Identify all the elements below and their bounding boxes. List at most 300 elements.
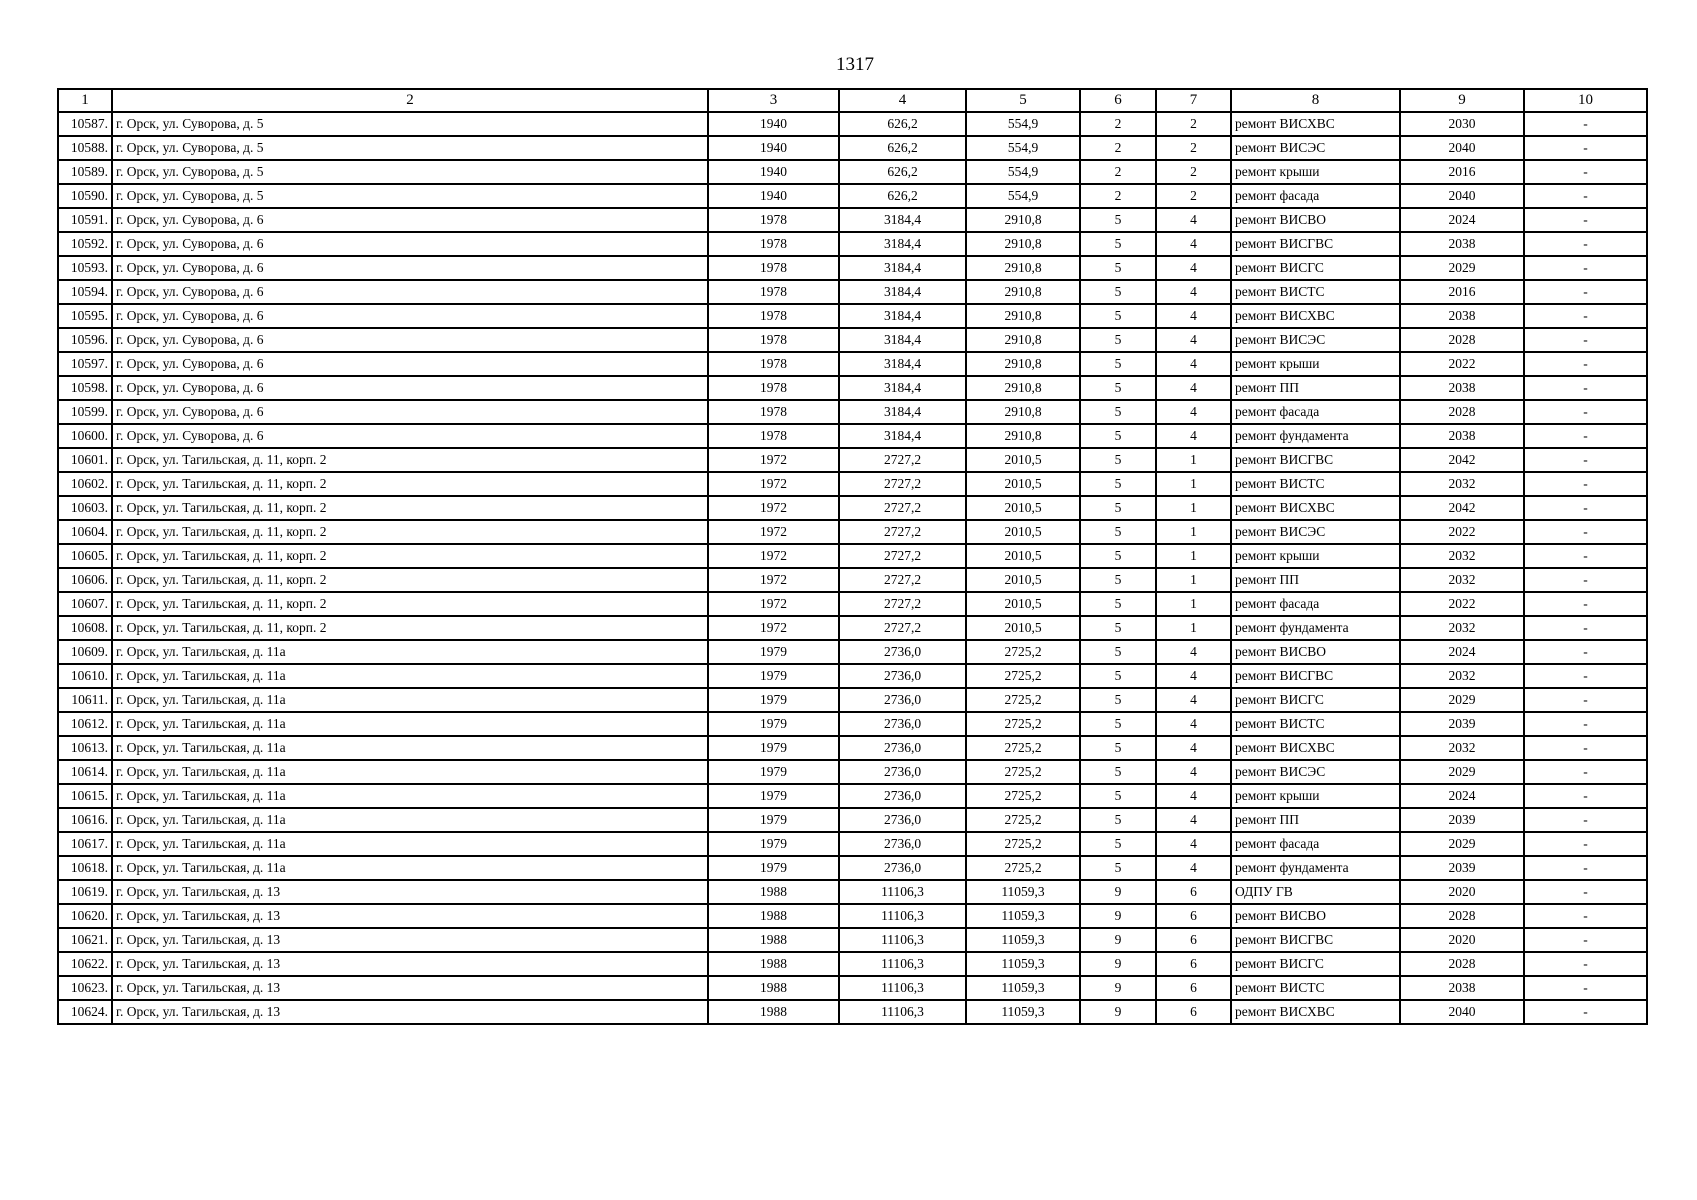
cell-work-type: ремонт ВИСГС (1231, 688, 1400, 712)
cell-note: - (1524, 688, 1647, 712)
cell-planned-year: 2029 (1400, 760, 1524, 784)
cell-planned-year: 2040 (1400, 1000, 1524, 1024)
cell-note: - (1524, 328, 1647, 352)
cell-living-area: 2010,5 (966, 448, 1080, 472)
cell-entrances: 1 (1156, 496, 1231, 520)
cell-total-area: 626,2 (839, 112, 966, 136)
cell-build-year: 1978 (708, 280, 839, 304)
table-row (58, 136, 1647, 160)
cell-note: - (1524, 400, 1647, 424)
cell-note: - (1524, 1000, 1647, 1024)
cell-address: г. Орск, ул. Суворова, д. 6 (112, 424, 708, 448)
header-row (58, 89, 1647, 112)
cell-total-area: 3184,4 (839, 328, 966, 352)
cell-work-type: ремонт ПП (1231, 568, 1400, 592)
cell-floors: 9 (1080, 880, 1156, 904)
cell-entrances: 4 (1156, 304, 1231, 328)
cell-address: г. Орск, ул. Суворова, д. 6 (112, 208, 708, 232)
cell-total-area: 3184,4 (839, 424, 966, 448)
cell-address: г. Орск, ул. Тагильская, д. 11, корп. 2 (112, 568, 708, 592)
cell-total-area: 3184,4 (839, 280, 966, 304)
cell-build-year: 1972 (708, 616, 839, 640)
cell-build-year: 1988 (708, 1000, 839, 1024)
table-body (58, 112, 1647, 1024)
cell-address: г. Орск, ул. Тагильская, д. 11а (112, 736, 708, 760)
cell-living-area: 2010,5 (966, 520, 1080, 544)
cell-total-area: 2727,2 (839, 496, 966, 520)
cell-note: - (1524, 904, 1647, 928)
cell-work-type: ремонт ВИСХВС (1231, 1000, 1400, 1024)
cell-note: - (1524, 376, 1647, 400)
cell-record-number: 10604. (58, 520, 112, 544)
cell-work-type: ремонт фасада (1231, 592, 1400, 616)
cell-living-area: 2910,8 (966, 328, 1080, 352)
cell-entrances: 4 (1156, 688, 1231, 712)
cell-living-area: 2910,8 (966, 256, 1080, 280)
cell-floors: 5 (1080, 328, 1156, 352)
cell-note: - (1524, 520, 1647, 544)
cell-planned-year: 2024 (1400, 784, 1524, 808)
cell-work-type: ремонт ВИСВО (1231, 904, 1400, 928)
cell-note: - (1524, 640, 1647, 664)
cell-address: г. Орск, ул. Тагильская, д. 13 (112, 880, 708, 904)
cell-entrances: 4 (1156, 328, 1231, 352)
cell-entrances: 4 (1156, 832, 1231, 856)
cell-total-area: 3184,4 (839, 256, 966, 280)
column-header-3: 3 (708, 89, 839, 112)
cell-record-number: 10599. (58, 400, 112, 424)
cell-total-area: 2736,0 (839, 640, 966, 664)
cell-note: - (1524, 136, 1647, 160)
cell-planned-year: 2022 (1400, 520, 1524, 544)
cell-planned-year: 2042 (1400, 448, 1524, 472)
cell-build-year: 1979 (708, 832, 839, 856)
cell-floors: 5 (1080, 208, 1156, 232)
cell-note: - (1524, 616, 1647, 640)
table-row (58, 112, 1647, 136)
cell-note: - (1524, 808, 1647, 832)
table-row (58, 664, 1647, 688)
cell-entrances: 2 (1156, 112, 1231, 136)
cell-floors: 5 (1080, 784, 1156, 808)
cell-build-year: 1988 (708, 904, 839, 928)
cell-total-area: 11106,3 (839, 1000, 966, 1024)
table-row (58, 256, 1647, 280)
cell-total-area: 2736,0 (839, 712, 966, 736)
cell-record-number: 10619. (58, 880, 112, 904)
cell-living-area: 2910,8 (966, 208, 1080, 232)
cell-planned-year: 2038 (1400, 376, 1524, 400)
table-row (58, 688, 1647, 712)
cell-address: г. Орск, ул. Суворова, д. 5 (112, 184, 708, 208)
cell-total-area: 11106,3 (839, 880, 966, 904)
cell-floors: 5 (1080, 856, 1156, 880)
cell-build-year: 1979 (708, 736, 839, 760)
cell-total-area: 2727,2 (839, 520, 966, 544)
cell-living-area: 11059,3 (966, 976, 1080, 1000)
column-header-6: 6 (1080, 89, 1156, 112)
cell-build-year: 1972 (708, 496, 839, 520)
cell-build-year: 1972 (708, 520, 839, 544)
table-row (58, 736, 1647, 760)
cell-floors: 5 (1080, 664, 1156, 688)
cell-floors: 5 (1080, 304, 1156, 328)
cell-floors: 5 (1080, 760, 1156, 784)
cell-record-number: 10617. (58, 832, 112, 856)
cell-living-area: 2910,8 (966, 400, 1080, 424)
cell-floors: 9 (1080, 904, 1156, 928)
cell-living-area: 11059,3 (966, 880, 1080, 904)
cell-total-area: 2727,2 (839, 592, 966, 616)
cell-floors: 2 (1080, 112, 1156, 136)
cell-address: г. Орск, ул. Тагильская, д. 13 (112, 1000, 708, 1024)
cell-build-year: 1979 (708, 712, 839, 736)
table-row (58, 328, 1647, 352)
cell-floors: 2 (1080, 184, 1156, 208)
cell-record-number: 10590. (58, 184, 112, 208)
cell-total-area: 2736,0 (839, 832, 966, 856)
cell-work-type: ремонт ВИСЭС (1231, 520, 1400, 544)
cell-record-number: 10621. (58, 928, 112, 952)
cell-entrances: 1 (1156, 616, 1231, 640)
cell-address: г. Орск, ул. Тагильская, д. 11а (112, 640, 708, 664)
cell-planned-year: 2022 (1400, 592, 1524, 616)
cell-work-type: ремонт крыши (1231, 544, 1400, 568)
table-row (58, 832, 1647, 856)
cell-address: г. Орск, ул. Суворова, д. 6 (112, 352, 708, 376)
cell-entrances: 4 (1156, 208, 1231, 232)
cell-entrances: 4 (1156, 856, 1231, 880)
cell-planned-year: 2029 (1400, 256, 1524, 280)
cell-planned-year: 2039 (1400, 856, 1524, 880)
cell-note: - (1524, 184, 1647, 208)
cell-build-year: 1972 (708, 544, 839, 568)
cell-build-year: 1979 (708, 640, 839, 664)
column-header-7: 7 (1156, 89, 1231, 112)
cell-entrances: 6 (1156, 928, 1231, 952)
cell-address: г. Орск, ул. Суворова, д. 5 (112, 136, 708, 160)
cell-living-area: 11059,3 (966, 952, 1080, 976)
cell-build-year: 1988 (708, 952, 839, 976)
housing-register-table (57, 88, 1648, 1025)
cell-note: - (1524, 208, 1647, 232)
cell-total-area: 626,2 (839, 136, 966, 160)
cell-planned-year: 2028 (1400, 400, 1524, 424)
table-row (58, 520, 1647, 544)
cell-note: - (1524, 736, 1647, 760)
cell-floors: 5 (1080, 736, 1156, 760)
cell-build-year: 1979 (708, 856, 839, 880)
cell-note: - (1524, 472, 1647, 496)
cell-total-area: 2736,0 (839, 856, 966, 880)
cell-build-year: 1978 (708, 232, 839, 256)
cell-record-number: 10609. (58, 640, 112, 664)
cell-record-number: 10620. (58, 904, 112, 928)
cell-build-year: 1978 (708, 208, 839, 232)
cell-entrances: 4 (1156, 232, 1231, 256)
table-row (58, 544, 1647, 568)
cell-planned-year: 2032 (1400, 664, 1524, 688)
cell-entrances: 4 (1156, 256, 1231, 280)
table-row (58, 976, 1647, 1000)
cell-entrances: 1 (1156, 592, 1231, 616)
cell-work-type: ремонт ВИСХВС (1231, 496, 1400, 520)
cell-total-area: 3184,4 (839, 400, 966, 424)
column-header-1: 1 (58, 89, 112, 112)
cell-work-type: ремонт фундамента (1231, 616, 1400, 640)
cell-floors: 5 (1080, 712, 1156, 736)
cell-entrances: 4 (1156, 760, 1231, 784)
cell-planned-year: 2040 (1400, 184, 1524, 208)
cell-build-year: 1972 (708, 448, 839, 472)
cell-build-year: 1978 (708, 400, 839, 424)
cell-address: г. Орск, ул. Тагильская, д. 11, корп. 2 (112, 544, 708, 568)
cell-entrances: 4 (1156, 640, 1231, 664)
cell-build-year: 1979 (708, 688, 839, 712)
cell-address: г. Орск, ул. Суворова, д. 5 (112, 112, 708, 136)
table-row (58, 1000, 1647, 1024)
cell-work-type: ремонт ВИСХВС (1231, 736, 1400, 760)
table-row (58, 928, 1647, 952)
cell-build-year: 1979 (708, 784, 839, 808)
cell-floors: 5 (1080, 232, 1156, 256)
cell-record-number: 10600. (58, 424, 112, 448)
cell-record-number: 10608. (58, 616, 112, 640)
cell-total-area: 2727,2 (839, 544, 966, 568)
cell-record-number: 10598. (58, 376, 112, 400)
cell-living-area: 2010,5 (966, 568, 1080, 592)
cell-planned-year: 2028 (1400, 952, 1524, 976)
cell-address: г. Орск, ул. Тагильская, д. 11а (112, 760, 708, 784)
cell-planned-year: 2020 (1400, 880, 1524, 904)
cell-build-year: 1972 (708, 592, 839, 616)
cell-planned-year: 2032 (1400, 568, 1524, 592)
cell-total-area: 2736,0 (839, 784, 966, 808)
cell-work-type: ремонт ВИСГВС (1231, 664, 1400, 688)
cell-living-area: 2910,8 (966, 304, 1080, 328)
cell-record-number: 10595. (58, 304, 112, 328)
cell-record-number: 10614. (58, 760, 112, 784)
cell-entrances: 4 (1156, 736, 1231, 760)
cell-floors: 5 (1080, 256, 1156, 280)
cell-build-year: 1940 (708, 160, 839, 184)
cell-entrances: 6 (1156, 976, 1231, 1000)
cell-living-area: 2725,2 (966, 664, 1080, 688)
cell-build-year: 1979 (708, 760, 839, 784)
cell-total-area: 626,2 (839, 160, 966, 184)
cell-build-year: 1940 (708, 136, 839, 160)
cell-record-number: 10616. (58, 808, 112, 832)
cell-address: г. Орск, ул. Тагильская, д. 13 (112, 928, 708, 952)
cell-floors: 5 (1080, 592, 1156, 616)
cell-note: - (1524, 976, 1647, 1000)
cell-work-type: ремонт ВИСТС (1231, 280, 1400, 304)
cell-total-area: 3184,4 (839, 208, 966, 232)
cell-work-type: ремонт ВИСХВС (1231, 304, 1400, 328)
cell-work-type: ремонт крыши (1231, 352, 1400, 376)
table-row (58, 760, 1647, 784)
table-row (58, 880, 1647, 904)
cell-living-area: 2725,2 (966, 808, 1080, 832)
cell-build-year: 1978 (708, 424, 839, 448)
cell-living-area: 2910,8 (966, 232, 1080, 256)
cell-work-type: ремонт ВИСВО (1231, 640, 1400, 664)
cell-note: - (1524, 928, 1647, 952)
cell-living-area: 2725,2 (966, 712, 1080, 736)
cell-address: г. Орск, ул. Тагильская, д. 11, корп. 2 (112, 592, 708, 616)
cell-living-area: 2725,2 (966, 640, 1080, 664)
cell-record-number: 10624. (58, 1000, 112, 1024)
cell-living-area: 2010,5 (966, 592, 1080, 616)
table-row (58, 784, 1647, 808)
cell-work-type: ремонт ВИСГВС (1231, 928, 1400, 952)
cell-note: - (1524, 592, 1647, 616)
cell-entrances: 1 (1156, 568, 1231, 592)
cell-living-area: 11059,3 (966, 928, 1080, 952)
cell-build-year: 1988 (708, 976, 839, 1000)
cell-total-area: 2727,2 (839, 472, 966, 496)
cell-note: - (1524, 160, 1647, 184)
cell-record-number: 10589. (58, 160, 112, 184)
cell-record-number: 10601. (58, 448, 112, 472)
column-header-4: 4 (839, 89, 966, 112)
cell-floors: 5 (1080, 376, 1156, 400)
cell-address: г. Орск, ул. Тагильская, д. 11, корп. 2 (112, 496, 708, 520)
cell-note: - (1524, 952, 1647, 976)
cell-living-area: 2725,2 (966, 856, 1080, 880)
cell-living-area: 2910,8 (966, 376, 1080, 400)
cell-total-area: 11106,3 (839, 928, 966, 952)
cell-entrances: 6 (1156, 1000, 1231, 1024)
cell-floors: 9 (1080, 976, 1156, 1000)
cell-planned-year: 2038 (1400, 304, 1524, 328)
cell-note: - (1524, 496, 1647, 520)
cell-address: г. Орск, ул. Тагильская, д. 11, корп. 2 (112, 448, 708, 472)
cell-floors: 5 (1080, 400, 1156, 424)
cell-entrances: 4 (1156, 712, 1231, 736)
cell-planned-year: 2032 (1400, 544, 1524, 568)
cell-address: г. Орск, ул. Тагильская, д. 11а (112, 712, 708, 736)
cell-address: г. Орск, ул. Суворова, д. 6 (112, 328, 708, 352)
cell-address: г. Орск, ул. Тагильская, д. 13 (112, 904, 708, 928)
cell-note: - (1524, 664, 1647, 688)
cell-living-area: 2010,5 (966, 496, 1080, 520)
cell-address: г. Орск, ул. Тагильская, д. 11а (112, 808, 708, 832)
cell-work-type: ремонт фундамента (1231, 856, 1400, 880)
cell-living-area: 2725,2 (966, 832, 1080, 856)
cell-address: г. Орск, ул. Суворова, д. 6 (112, 304, 708, 328)
cell-total-area: 2727,2 (839, 448, 966, 472)
cell-living-area: 554,9 (966, 136, 1080, 160)
cell-note: - (1524, 544, 1647, 568)
cell-floors: 5 (1080, 424, 1156, 448)
table-row (58, 232, 1647, 256)
cell-build-year: 1978 (708, 352, 839, 376)
cell-floors: 5 (1080, 544, 1156, 568)
cell-planned-year: 2032 (1400, 616, 1524, 640)
cell-record-number: 10623. (58, 976, 112, 1000)
cell-total-area: 2736,0 (839, 664, 966, 688)
cell-living-area: 2910,8 (966, 280, 1080, 304)
cell-build-year: 1940 (708, 184, 839, 208)
cell-address: г. Орск, ул. Суворова, д. 6 (112, 376, 708, 400)
cell-record-number: 10591. (58, 208, 112, 232)
cell-work-type: ремонт ВИСВО (1231, 208, 1400, 232)
cell-entrances: 1 (1156, 472, 1231, 496)
cell-note: - (1524, 784, 1647, 808)
cell-living-area: 554,9 (966, 184, 1080, 208)
cell-work-type: ремонт крыши (1231, 160, 1400, 184)
cell-note: - (1524, 424, 1647, 448)
cell-record-number: 10613. (58, 736, 112, 760)
cell-build-year: 1940 (708, 112, 839, 136)
table-row (58, 472, 1647, 496)
column-header-8: 8 (1231, 89, 1400, 112)
cell-entrances: 1 (1156, 520, 1231, 544)
cell-total-area: 2736,0 (839, 688, 966, 712)
cell-note: - (1524, 832, 1647, 856)
cell-entrances: 4 (1156, 376, 1231, 400)
cell-total-area: 626,2 (839, 184, 966, 208)
cell-note: - (1524, 280, 1647, 304)
cell-living-area: 2725,2 (966, 688, 1080, 712)
table-row (58, 424, 1647, 448)
cell-living-area: 2910,8 (966, 352, 1080, 376)
cell-work-type: ремонт ПП (1231, 376, 1400, 400)
cell-build-year: 1979 (708, 664, 839, 688)
cell-work-type: ремонт фасада (1231, 832, 1400, 856)
cell-note: - (1524, 352, 1647, 376)
cell-address: г. Орск, ул. Тагильская, д. 11, корп. 2 (112, 472, 708, 496)
cell-floors: 5 (1080, 472, 1156, 496)
cell-work-type: ремонт ВИСГС (1231, 952, 1400, 976)
cell-address: г. Орск, ул. Тагильская, д. 11а (112, 664, 708, 688)
cell-planned-year: 2024 (1400, 640, 1524, 664)
cell-build-year: 1978 (708, 376, 839, 400)
cell-entrances: 1 (1156, 448, 1231, 472)
table-row (58, 808, 1647, 832)
cell-work-type: ремонт фасада (1231, 184, 1400, 208)
cell-build-year: 1972 (708, 472, 839, 496)
cell-living-area: 2010,5 (966, 544, 1080, 568)
cell-note: - (1524, 256, 1647, 280)
cell-record-number: 10592. (58, 232, 112, 256)
cell-note: - (1524, 760, 1647, 784)
table-row (58, 856, 1647, 880)
cell-floors: 5 (1080, 520, 1156, 544)
cell-planned-year: 2032 (1400, 736, 1524, 760)
cell-address: г. Орск, ул. Суворова, д. 6 (112, 280, 708, 304)
cell-note: - (1524, 112, 1647, 136)
cell-work-type: ремонт ВИСХВС (1231, 112, 1400, 136)
cell-planned-year: 2020 (1400, 928, 1524, 952)
cell-build-year: 1972 (708, 568, 839, 592)
table-row (58, 712, 1647, 736)
table-row (58, 904, 1647, 928)
cell-floors: 5 (1080, 280, 1156, 304)
table-row (58, 208, 1647, 232)
cell-work-type: ремонт крыши (1231, 784, 1400, 808)
cell-record-number: 10610. (58, 664, 112, 688)
cell-planned-year: 2016 (1400, 160, 1524, 184)
cell-entrances: 6 (1156, 952, 1231, 976)
cell-entrances: 4 (1156, 400, 1231, 424)
cell-planned-year: 2029 (1400, 832, 1524, 856)
cell-work-type: ремонт ВИСТС (1231, 976, 1400, 1000)
cell-work-type: ремонт ВИСТС (1231, 472, 1400, 496)
table-row (58, 616, 1647, 640)
cell-address: г. Орск, ул. Тагильская, д. 11а (112, 784, 708, 808)
